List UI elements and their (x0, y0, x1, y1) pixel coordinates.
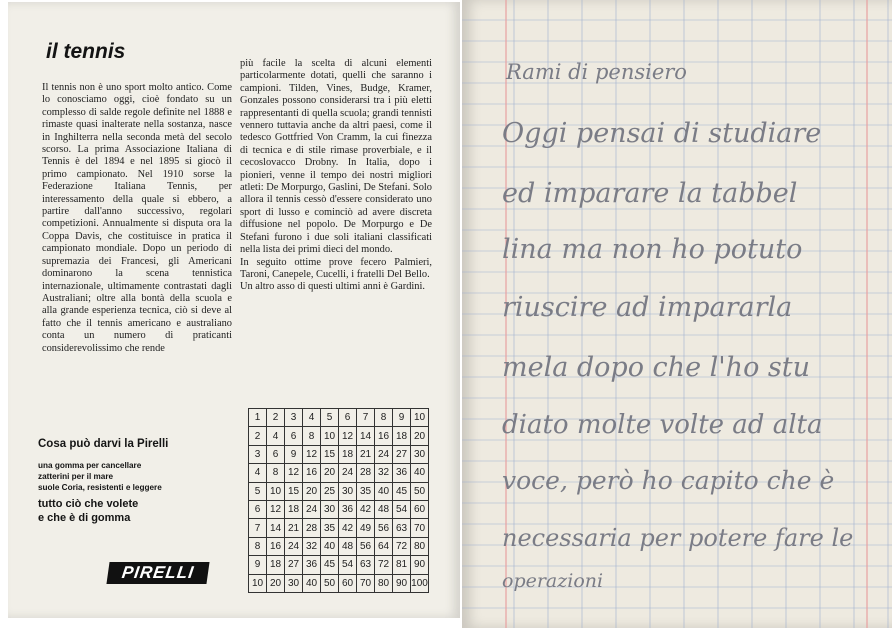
table-cell: 20 (267, 574, 285, 592)
table-cell: 49 (357, 519, 375, 537)
table-cell: 6 (339, 409, 357, 427)
table-cell: 14 (357, 427, 375, 445)
ad-line: suole Coria, resistenti e leggere (38, 483, 162, 492)
table-cell: 40 (321, 537, 339, 555)
table-cell: 4 (249, 464, 267, 482)
table-cell: 30 (339, 482, 357, 500)
table-cell: 15 (321, 445, 339, 463)
table-row (249, 500, 429, 518)
article-text-right: più facile la scelta di alcuni elementi particolarmente dotati, quelli che saranno i campioni. Tilden, Vines, Budge, Kramer, Gonzales possono considerarsi tra i più eletti rappresentanti di quella scuola; grandi tennisti vennero tuttavia anche da altri paesi, come il tedesco Gottfried Von Cramm, la cui finezza di tecnica e di stile rimase proverbiale, e il cecoslovacco Drobny. In Italia, dopo i pionieri, venne il tempo dei nostri migliori atleti: De Morpurgo, Gaslini, De Stefani. Solo allora il tennis cessò d'essere considerato uno sport di lusso e cominciò ad avere discreta diffusione nel popolo. De Morpurgo e De Stefani furono i due soli italiani classificati nella lista dei primi dieci del mondo. (240, 58, 432, 256)
notebook-page (462, 0, 892, 628)
handwritten-line: operazioni (502, 570, 604, 592)
table-row (249, 445, 429, 463)
table-cell: 28 (303, 519, 321, 537)
table-cell: 12 (339, 427, 357, 445)
table-row (249, 482, 429, 500)
table-row (249, 537, 429, 555)
table-cell: 45 (321, 556, 339, 574)
table-cell: 4 (303, 409, 321, 427)
table-cell: 48 (375, 500, 393, 518)
table-cell: 50 (321, 574, 339, 592)
table-cell: 7 (357, 409, 375, 427)
table-cell: 12 (267, 500, 285, 518)
table-cell: 14 (267, 519, 285, 537)
table-cell: 32 (303, 537, 321, 555)
handwritten-line: necessaria per potere fare le (502, 524, 854, 552)
pirelli-ad (38, 438, 228, 525)
table-cell: 56 (357, 537, 375, 555)
table-row (249, 556, 429, 574)
table-cell: 27 (285, 556, 303, 574)
table-cell: 40 (411, 464, 429, 482)
article-text-right-p2: In seguito ottime prove fecero Palmieri, Taroni, Canepele, Cucelli, i fratelli Del Bello. (240, 256, 432, 280)
table-cell: 16 (303, 464, 321, 482)
table-row (249, 464, 429, 482)
table-cell: 30 (285, 574, 303, 592)
table-cell: 12 (303, 445, 321, 463)
handwritten-line: Rami di pensiero (506, 60, 687, 84)
table-cell: 10 (321, 427, 339, 445)
table-cell: 72 (393, 537, 411, 555)
article-column-right (240, 58, 432, 294)
table-cell: 10 (249, 574, 267, 592)
table-cell: 70 (357, 574, 375, 592)
article-column-left (42, 82, 232, 355)
handwritten-line: voce, però ho capito che è (502, 466, 835, 495)
table-cell: 21 (285, 519, 303, 537)
table-cell: 8 (249, 537, 267, 555)
ad-heading: Cosa può darvi la Pirelli (38, 438, 169, 450)
handwritten-line: riuscire ad impararla (502, 292, 793, 323)
table-cell: 81 (393, 556, 411, 574)
table-cell: 18 (285, 500, 303, 518)
table-cell: 5 (249, 482, 267, 500)
table-cell: 8 (375, 409, 393, 427)
table-cell: 45 (393, 482, 411, 500)
table-cell: 70 (411, 519, 429, 537)
table-cell: 54 (393, 500, 411, 518)
table-row (249, 427, 429, 445)
table-cell: 32 (375, 464, 393, 482)
table-cell: 8 (267, 464, 285, 482)
table-cell: 63 (393, 519, 411, 537)
table-cell: 3 (285, 409, 303, 427)
handwritten-line: ed imparare la tabbel (502, 178, 798, 209)
table-cell: 27 (393, 445, 411, 463)
table-row (249, 519, 429, 537)
table-cell: 12 (285, 464, 303, 482)
table-cell: 16 (375, 427, 393, 445)
table-cell: 35 (321, 519, 339, 537)
table-cell: 40 (303, 574, 321, 592)
handwritten-line: Oggi pensai di studiare (502, 118, 822, 149)
table-cell: 36 (303, 556, 321, 574)
table-cell: 63 (357, 556, 375, 574)
table-cell: 25 (321, 482, 339, 500)
pirelli-logo: PIRELLI (106, 562, 209, 584)
table-cell: 7 (249, 519, 267, 537)
table-cell: 60 (411, 500, 429, 518)
left-page (8, 2, 460, 618)
table-cell: 3 (249, 445, 267, 463)
table-cell: 8 (303, 427, 321, 445)
table-row (249, 409, 429, 427)
table-cell: 30 (411, 445, 429, 463)
table-cell: 20 (303, 482, 321, 500)
page-title: il tennis (46, 40, 126, 63)
table-cell: 42 (357, 500, 375, 518)
table-cell: 80 (375, 574, 393, 592)
table-cell: 6 (249, 500, 267, 518)
table-cell: 24 (303, 500, 321, 518)
ad-line: zatterini per il mare (38, 472, 114, 481)
table-cell: 1 (249, 409, 267, 427)
table-cell: 18 (339, 445, 357, 463)
table-cell: 56 (375, 519, 393, 537)
ad-line: una gomma per cancellare (38, 461, 142, 470)
table-cell: 100 (411, 574, 429, 592)
table-cell: 24 (285, 537, 303, 555)
table-cell: 24 (339, 464, 357, 482)
table-cell: 50 (411, 482, 429, 500)
table-cell: 18 (267, 556, 285, 574)
table-cell: 30 (321, 500, 339, 518)
table-cell: 54 (339, 556, 357, 574)
table-cell: 40 (375, 482, 393, 500)
table-cell: 18 (393, 427, 411, 445)
table-cell: 28 (357, 464, 375, 482)
table-cell: 15 (285, 482, 303, 500)
table-cell: 20 (321, 464, 339, 482)
table-cell: 35 (357, 482, 375, 500)
table-cell: 9 (285, 445, 303, 463)
handwritten-line: diato molte volte ad alta (502, 410, 823, 440)
table-cell: 6 (267, 445, 285, 463)
table-cell: 10 (267, 482, 285, 500)
table-cell: 2 (249, 427, 267, 445)
multiplication-table (248, 408, 429, 593)
article-text-right-p3: Un altro asso di questi ultimi anni è Gardini. (240, 281, 425, 293)
table-cell: 6 (285, 427, 303, 445)
table-cell: 36 (339, 500, 357, 518)
table-cell: 48 (339, 537, 357, 555)
table-cell: 2 (267, 409, 285, 427)
table-cell: 90 (393, 574, 411, 592)
table-cell: 42 (339, 519, 357, 537)
handwritten-line: lina ma non ho potuto (502, 234, 803, 265)
table-cell: 90 (411, 556, 429, 574)
table-cell: 72 (375, 556, 393, 574)
table-cell: 60 (339, 574, 357, 592)
ad-tagline: e che è di gomma (38, 512, 131, 524)
table-cell: 36 (393, 464, 411, 482)
table-cell: 10 (411, 409, 429, 427)
ad-tagline: tutto ciò che volete (38, 498, 139, 510)
table-cell: 9 (249, 556, 267, 574)
table-cell: 4 (267, 427, 285, 445)
table-cell: 21 (357, 445, 375, 463)
table-cell: 16 (267, 537, 285, 555)
table-cell: 24 (375, 445, 393, 463)
table-cell: 20 (411, 427, 429, 445)
handwritten-line: mela dopo che l'ho stu (502, 352, 811, 383)
table-cell: 9 (393, 409, 411, 427)
table-cell: 80 (411, 537, 429, 555)
table-cell: 5 (321, 409, 339, 427)
table-cell: 64 (375, 537, 393, 555)
table-row (249, 574, 429, 592)
article-text-left: Il tennis non è uno sport molto antico. Come lo conosciamo oggi, cioè fondato su un complesso di salde regole definite nel 1888 e rimaste quasi inalterate nella sostanza, nasce in Inghilterra nella seconda metà del secolo scorso. La prima Associazione Italiana di Tennis è del 1894 e nel 1895 si giocò il primo campionato. Nel 1910 sorse la Federazione Italiana Tennis, per interessamento della quale si ebbero, a partire dall'anno successivo, regolari competizioni. Annualmente si disputa ora la Coppa Davis, che costituisce in pratica il campionato mondiale. Dopo un periodo di supremazia dei Francesi, gli Americani dominarono la scena tennistica internazionale, ultimamente contrastati dagli Australiani; oltre alla bontà della scuola e alla grande esperienza tecnica, ciò si deve al fatto che il tennis americano e australiano conta un numero di praticanti considerevolissimo che rende (42, 82, 232, 354)
